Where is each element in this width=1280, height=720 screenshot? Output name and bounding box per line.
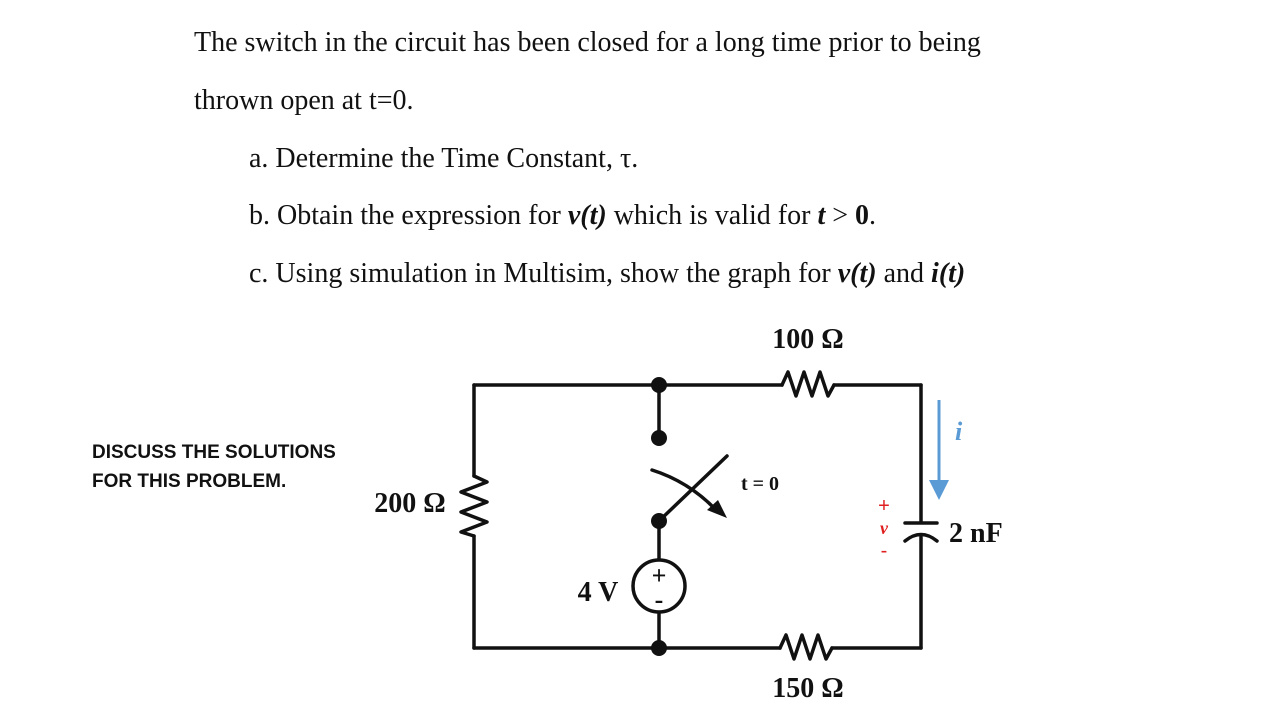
resistor-150-label: 150 Ω [772, 673, 844, 704]
junction-top [651, 377, 667, 393]
junction-bottom [651, 640, 667, 656]
resistor-200-symbol [461, 476, 487, 536]
part-a: a. Determine the Time Constant, τ. [249, 143, 639, 174]
current-arrow-head [929, 480, 949, 500]
v-label: v [880, 518, 888, 538]
resistor-150-symbol [780, 635, 832, 659]
part-b-middle: which is valid for [606, 200, 818, 231]
switch-label: t = 0 [740, 473, 780, 495]
circuit-wires [461, 372, 937, 659]
part-b-end: . [869, 200, 877, 231]
v-minus-sign: - [880, 540, 888, 562]
source-minus-sign: - [654, 585, 664, 614]
part-c-i-term: i(t) [931, 258, 966, 289]
capacitor-label: 2 nF [949, 518, 1003, 549]
v-plus-sign: + [878, 495, 890, 517]
source-plus-sign: + [651, 561, 667, 590]
source-label: 4 V [577, 577, 619, 608]
part-c-and: and [876, 258, 932, 289]
part-c-v-term: v(t) [837, 258, 877, 289]
side-note-line-1: DISCUSS THE SOLUTIONS [92, 442, 336, 463]
intro-line-2: thrown open at t=0. [194, 85, 414, 116]
resistor-100-label: 100 Ω [772, 324, 844, 355]
current-label: i [955, 417, 963, 446]
part-b-v-term: v(t) [567, 200, 607, 231]
switch-contact-bottom [651, 513, 667, 529]
resistor-200-label: 200 Ω [374, 488, 446, 519]
part-b-t-var: t [817, 200, 826, 231]
switch-contact-top [651, 430, 667, 446]
intro-line-1: The switch in the circuit has been closed for a long time prior to being [194, 27, 981, 58]
side-note-line-2: FOR THIS PROBLEM. [92, 471, 287, 492]
part-b-gt: > [825, 200, 856, 231]
part-c-prefix: c. Using simulation in Multisim, show the graph for [249, 258, 838, 289]
part-b-prefix: b. Obtain the expression for [249, 200, 568, 231]
part-b-zero: 0 [855, 200, 870, 231]
resistor-100-symbol [782, 372, 834, 396]
